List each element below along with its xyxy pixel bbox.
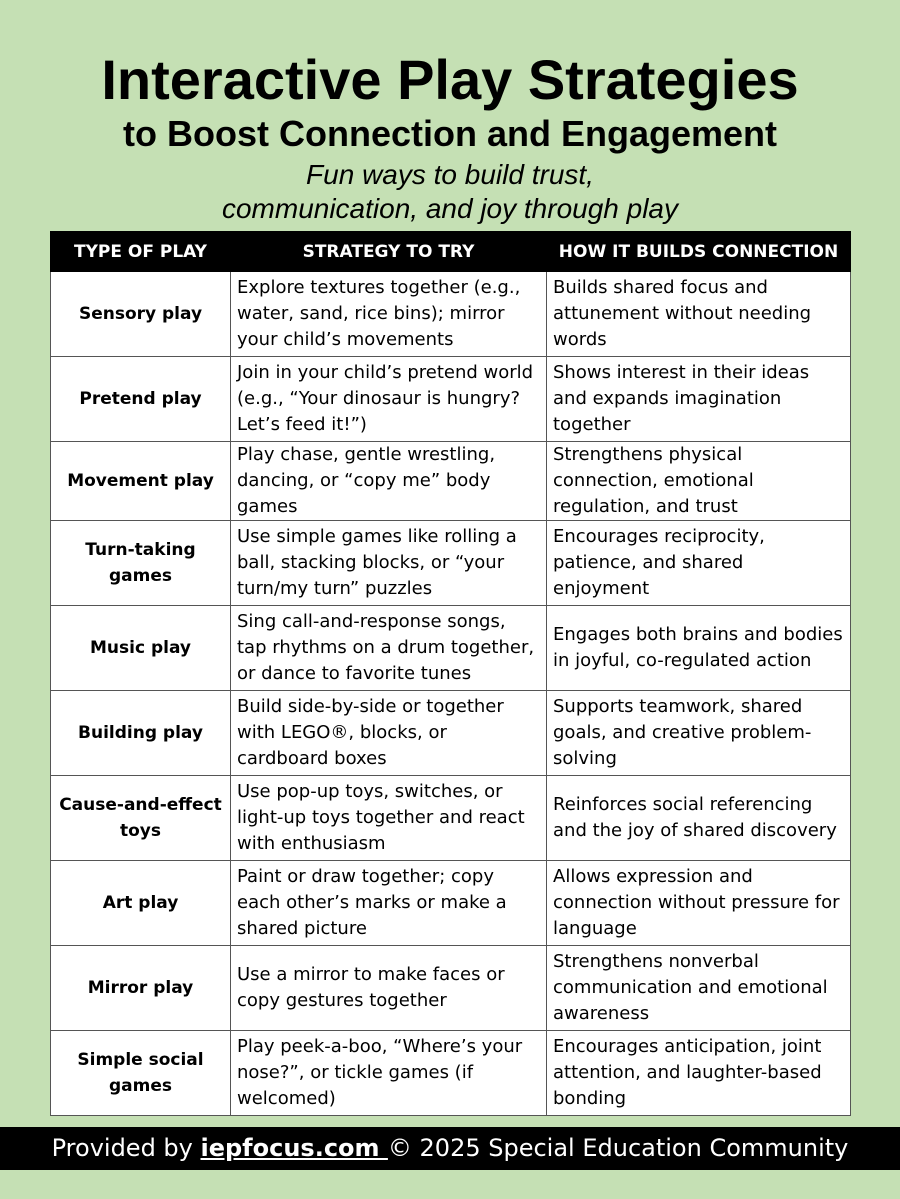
column-header-strategy: STRATEGY TO TRY <box>231 232 547 272</box>
page-subtitle: to Boost Connection and Engagement <box>123 113 777 154</box>
connection-cell: Supports teamwork, shared goals, and creative problem-solving <box>547 691 851 776</box>
strategy-cell: Paint or draw together; copy each other’s marks or make a shared picture <box>231 861 547 946</box>
table-row <box>51 442 851 521</box>
iepfocus-link[interactable]: iepfocus.com <box>200 1134 388 1162</box>
play-type-cell: Building play <box>51 691 231 776</box>
table-row <box>51 606 851 691</box>
play-type-cell: Mirror play <box>51 946 231 1031</box>
connection-cell: Encourages reciprocity, patience, and shared enjoyment <box>547 521 851 606</box>
table-row <box>51 861 851 946</box>
play-type-cell: Cause-and-effect toys <box>51 776 231 861</box>
play-type-cell: Turn-taking games <box>51 521 231 606</box>
table-row <box>51 521 851 606</box>
column-header-connection: HOW IT BUILDS CONNECTION <box>547 232 851 272</box>
tagline <box>0 158 900 226</box>
table-row <box>51 776 851 861</box>
strategy-cell: Explore textures together (e.g., water, sand, rice bins); mirror your child’s movements <box>231 272 547 357</box>
footer-copyright: © 2025 Special Education Community <box>387 1134 849 1162</box>
table-row <box>51 691 851 776</box>
connection-cell: Strengthens nonverbal communication and emotional awareness <box>547 946 851 1031</box>
table-row <box>51 946 851 1031</box>
play-strategies-table <box>50 231 851 1116</box>
footer-bar <box>0 1127 900 1170</box>
play-type-cell: Movement play <box>51 442 231 521</box>
connection-cell: Engages both brains and bodies in joyful, co-regulated action <box>547 606 851 691</box>
footer-prefix: Provided by <box>51 1134 201 1162</box>
column-header-type: TYPE OF PLAY <box>51 232 231 272</box>
strategy-cell: Build side-by-side or together with LEGO®, blocks, or cardboard boxes <box>231 691 547 776</box>
connection-cell: Strengthens physical connection, emotional regulation, and trust <box>547 442 851 521</box>
connection-cell: Builds shared focus and attunement without needing words <box>547 272 851 357</box>
strategy-cell: Use a mirror to make faces or copy gestures together <box>231 946 547 1031</box>
connection-cell: Encourages anticipation, joint attention, and laughter-based bonding <box>547 1031 851 1116</box>
table-header-row <box>51 232 851 272</box>
connection-cell: Allows expression and connection without pressure for language <box>547 861 851 946</box>
connection-cell: Shows interest in their ideas and expands imagination together <box>547 357 851 442</box>
play-type-cell: Art play <box>51 861 231 946</box>
page-title: Interactive Play Strategies <box>101 48 799 111</box>
table-row <box>51 357 851 442</box>
table-row <box>51 272 851 357</box>
strategy-cell: Use pop-up toys, switches, or light-up toys together and react with enthusiasm <box>231 776 547 861</box>
connection-cell: Reinforces social referencing and the joy of shared discovery <box>547 776 851 861</box>
tagline-line-1: Fun ways to build trust, <box>306 159 594 190</box>
play-type-cell: Sensory play <box>51 272 231 357</box>
tagline-line-2: communication, and joy through play <box>221 193 679 224</box>
strategy-cell: Sing call-and-response songs, tap rhythms on a drum together, or dance to favorite tunes <box>231 606 547 691</box>
strategy-cell: Play peek-a-boo, “Where’s your nose?”, or tickle games (if welcomed) <box>231 1031 547 1116</box>
play-type-cell: Music play <box>51 606 231 691</box>
play-type-cell: Simple social games <box>51 1031 231 1116</box>
strategy-cell: Play chase, gentle wrestling, dancing, or “copy me” body games <box>231 442 547 521</box>
table-row <box>51 1031 851 1116</box>
play-type-cell: Pretend play <box>51 357 231 442</box>
strategy-cell: Join in your child’s pretend world (e.g., “Your dinosaur is hungry? Let’s feed it!”) <box>231 357 547 442</box>
strategy-cell: Use simple games like rolling a ball, stacking blocks, or “your turn/my turn” puzzles <box>231 521 547 606</box>
